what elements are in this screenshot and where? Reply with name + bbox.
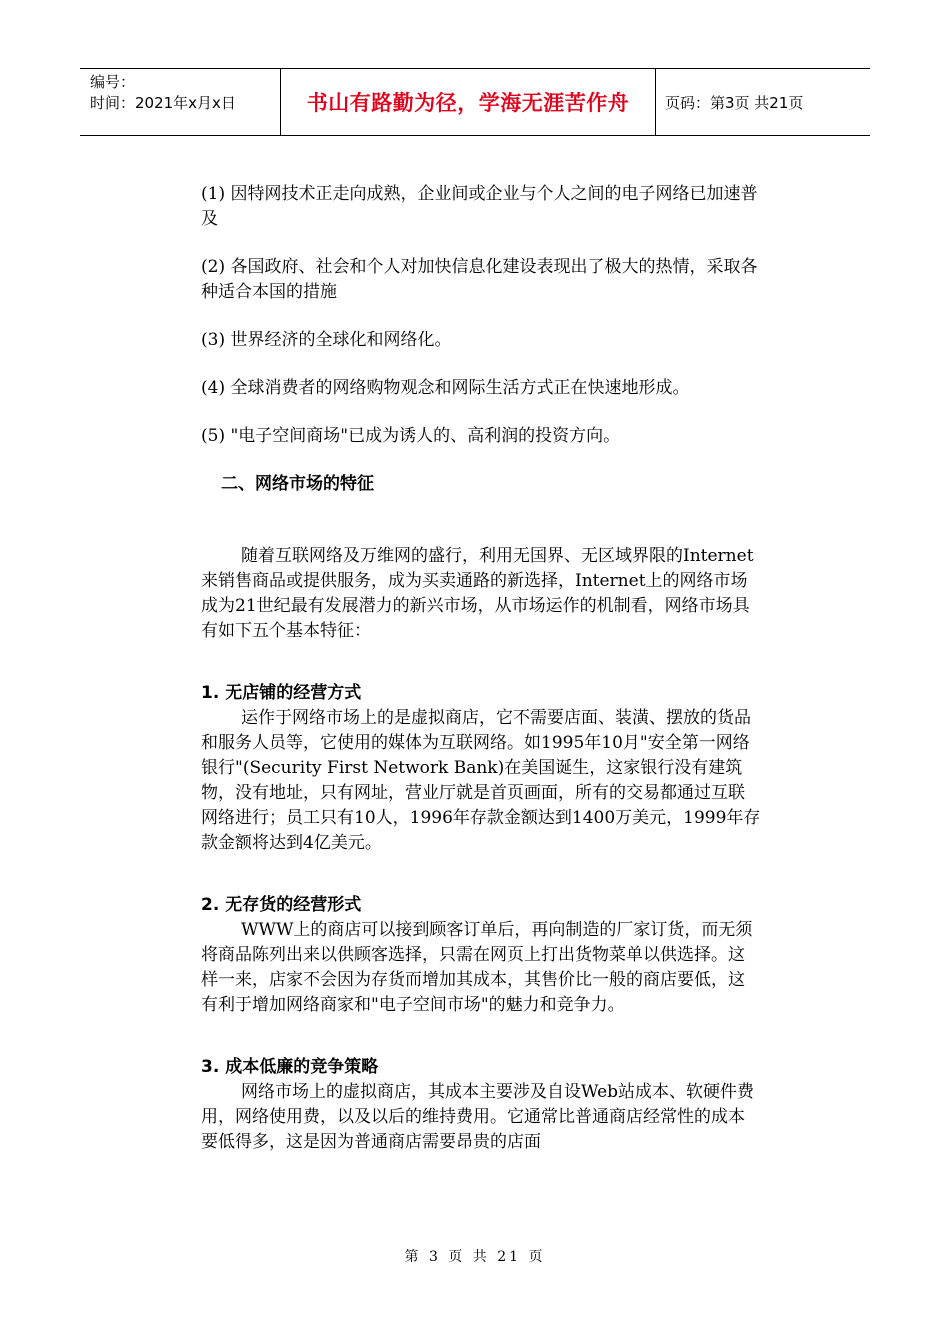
feature-paragraph: 运作于网络市场上的是虚拟商店，它不需要店面、装潢、摆放的货品和服务人员等，它使用的媒体为互联网络。如1995年10月"安全第一网络银行"(Security First Network Bank)在美国诞生，这家银行没有建筑物，没有地址，只有网址，营业厅就是首页画面，所有的交易都通过互联网络进行；员工只有10人，1996年存款金额达到1400万美元，1999年存款金额将达到4亿美元。 bbox=[201, 708, 761, 853]
header-motto-cell bbox=[280, 69, 656, 135]
document-number-label: 编号： bbox=[90, 73, 136, 91]
list-item: (1) 因特网技术正走向成熟，企业间或企业与个人之间的电子网络已加速普及 bbox=[201, 184, 758, 229]
document-body bbox=[201, 182, 761, 1155]
page-footer: 第 3 页 共 21 页 bbox=[404, 1249, 546, 1265]
header-meta bbox=[80, 69, 280, 135]
feature-paragraph: 网络市场上的虚拟商店，其成本主要涉及自设Web站成本、软硬件费用，网络使用费，以及以后的维持费用。它通常比普通商店经常性的成本要低得多，这是因为普通商店需要昂贵的店面 bbox=[201, 1082, 755, 1152]
section-heading: 二、网络市场的特征 bbox=[221, 474, 374, 494]
feature-heading: 3. 成本低廉的竞争策略 bbox=[201, 1057, 379, 1077]
list-item: (4) 全球消费者的网络购物观念和网际生活方式正在快速地形成。 bbox=[201, 378, 690, 398]
feature-heading: 2. 无存货的经营形式 bbox=[201, 895, 362, 915]
document-time-label: 时间：2021年x月x日 bbox=[90, 94, 236, 112]
section-intro-paragraph: 随着互联网络及万维网的盛行，利用无国界、无区域界限的Internet来销售商品或提供服务，成为买卖通路的新选择，Internet上的网络市场成为21世纪最有发展潜力的新兴市场，从市场运作的机制看，网络市场具有如下五个基本特征： bbox=[201, 546, 754, 641]
feature-paragraph: WWW上的商店可以接到顾客订单后，再向制造的厂家订货，而无须将商品陈列出来以供顾客选择，只需在网页上打出货物菜单以供选择。这样一来，店家不会因为存货而增加其成本，其售价比一般的商店要低，这有利于增加网络商家和"电子空间市场"的魅力和竞争力。 bbox=[201, 920, 753, 1015]
list-item: (2) 各国政府、社会和个人对加快信息化建设表现出了极大的热情，采取各种适合本国的措施 bbox=[201, 257, 758, 302]
header-page-info-cell bbox=[656, 69, 870, 135]
header-motto: 书山有路勤为径，学海无涯苦作舟 bbox=[306, 91, 630, 115]
feature-heading: 1. 无店铺的经营方式 bbox=[201, 683, 362, 703]
header-page-info: 页码：第3页 共21页 bbox=[665, 93, 804, 112]
list-item: (5) "电子空间商场"已成为诱人的、高利润的投资方向。 bbox=[201, 426, 621, 446]
list-item: (3) 世界经济的全球化和网络化。 bbox=[201, 330, 452, 350]
page-header bbox=[80, 68, 870, 136]
